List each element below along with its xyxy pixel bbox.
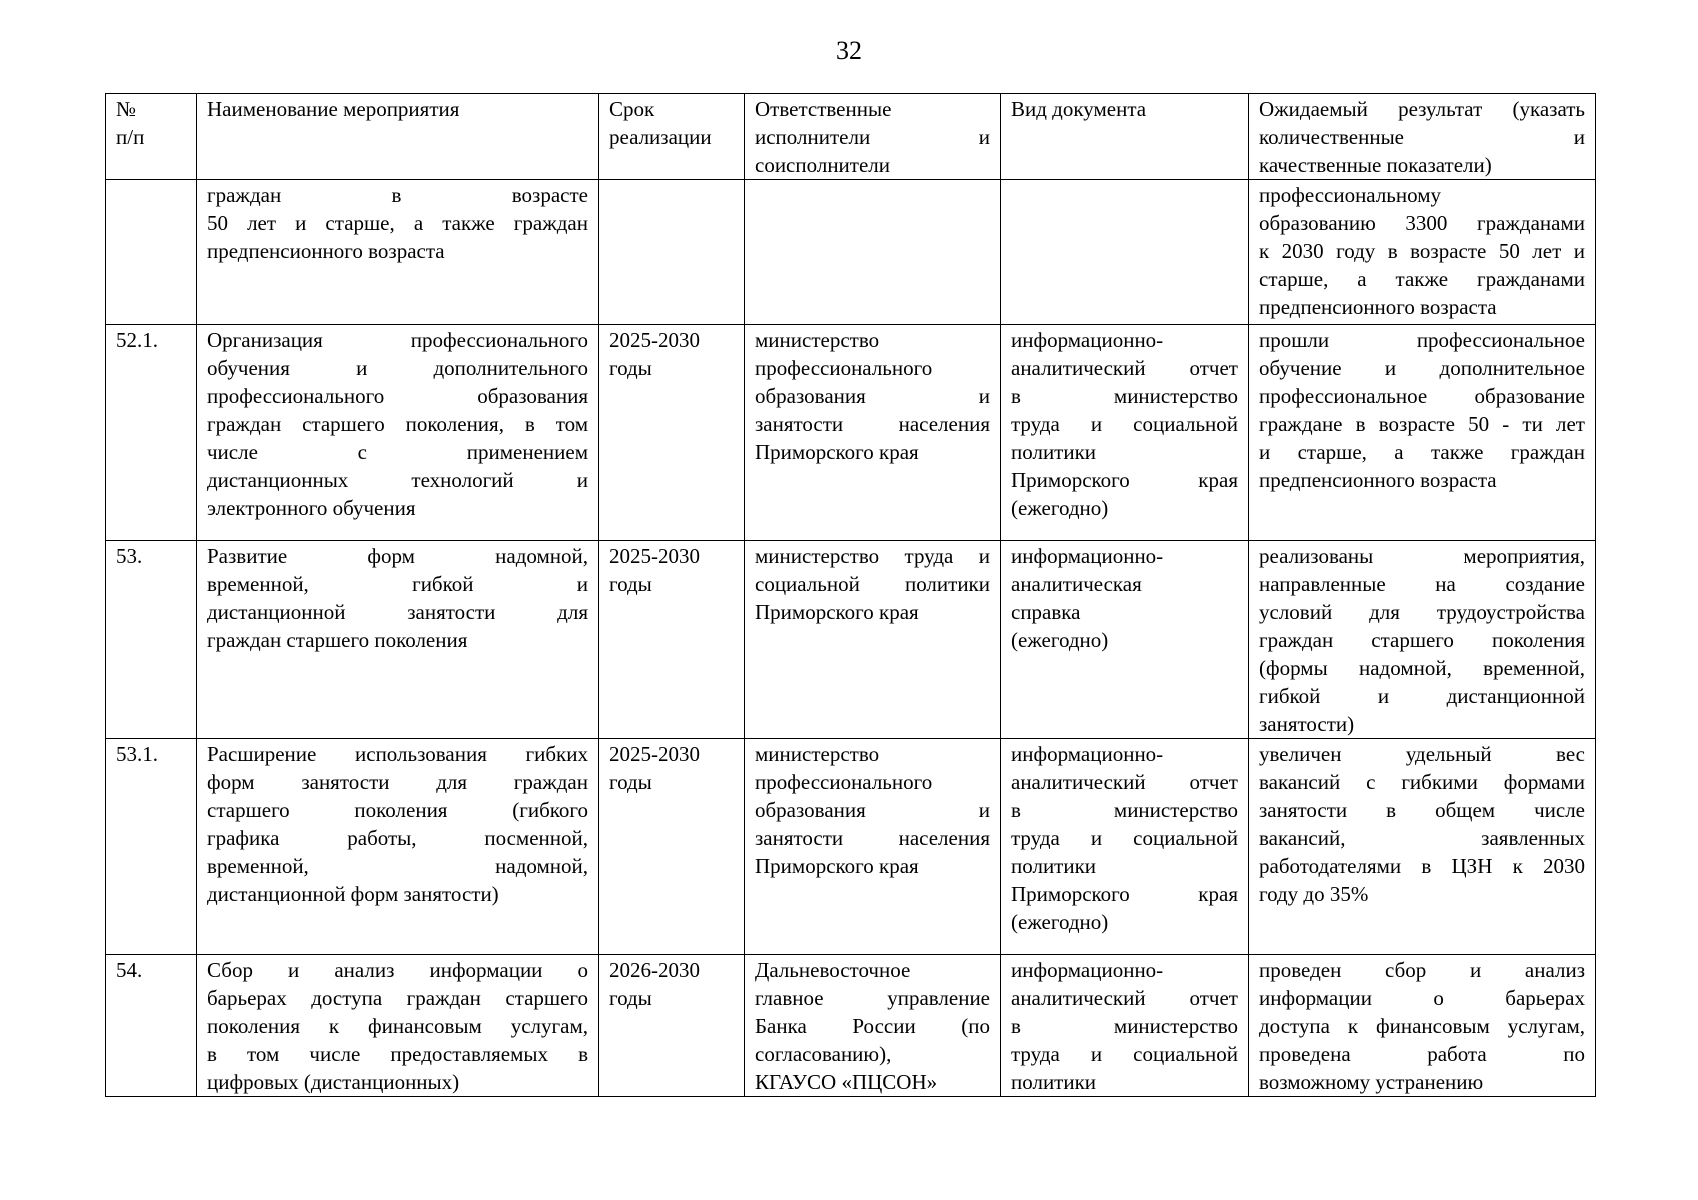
cell-name (197, 955, 599, 1097)
cell-number (106, 325, 197, 541)
cell-line: вакансий с гибкими формами (1259, 770, 1585, 794)
cell-responsible (745, 541, 1001, 739)
cell-line: 50 лет и старше, а также граждан (207, 211, 588, 235)
cell-line: предпенсионного возраста (1259, 295, 1497, 319)
cell-line: условий для трудоустройства (1259, 600, 1585, 624)
cell-line: министерство (755, 742, 880, 766)
cell-line: старшего поколения (гибкого (207, 798, 588, 822)
row-number: 54. (116, 958, 143, 982)
cell-line: Ожидаемый результат (указать (1259, 97, 1585, 121)
cell-line: труда и социальной (1011, 412, 1238, 436)
header-cell-result (1249, 94, 1596, 180)
cell-line: исполнители и (755, 125, 990, 149)
cell-number (106, 955, 197, 1097)
cell-line: № (116, 97, 137, 121)
cell-line: году до 35% (1259, 882, 1369, 906)
cell-line: Дальневосточное (755, 958, 911, 982)
cell-line: в министерство (1011, 384, 1238, 408)
row-number: 53.1. (116, 742, 158, 766)
cell-line: и старше, а также граждан (1259, 440, 1585, 464)
cell-line: профессиональному (1259, 183, 1441, 207)
cell-line: Наименование мероприятия (207, 97, 460, 121)
header-cell-responsible (745, 94, 1001, 180)
cell-line: информационно- (1011, 544, 1164, 568)
cell-line: политики (1011, 854, 1097, 878)
row-number: 53. (116, 544, 143, 568)
cell-line: годы (609, 356, 652, 380)
cell-line: согласованию), (755, 1042, 892, 1066)
cell-term (599, 180, 745, 325)
cell-line: Вид документа (1011, 97, 1147, 121)
cell-name (197, 180, 599, 325)
cell-line: гибкой и дистанционной (1259, 684, 1585, 708)
cell-responsible (745, 180, 1001, 325)
cell-line: (ежегодно) (1011, 496, 1109, 520)
table-row (106, 325, 1596, 541)
table-row (106, 541, 1596, 739)
cell-number (106, 739, 197, 955)
table-body (106, 180, 1596, 1097)
cell-line: 2025-2030 (609, 544, 700, 568)
cell-line: аналитический отчет (1011, 770, 1238, 794)
cell-line: информационно- (1011, 958, 1164, 982)
cell-line: годы (609, 986, 652, 1010)
cell-line: политики (1011, 1070, 1097, 1094)
cell-line: 2026-2030 (609, 958, 700, 982)
cell-line: барьерах доступа граждан старшего (207, 986, 588, 1010)
cell-line: Приморского края (755, 440, 919, 464)
cell-term (599, 325, 745, 541)
cell-line: информационно- (1011, 328, 1164, 352)
row-number: 52.1. (116, 328, 158, 352)
cell-line: граждан в возрасте (207, 183, 588, 207)
cell-line: вакансий, заявленных (1259, 826, 1585, 850)
cell-name (197, 325, 599, 541)
cell-term (599, 541, 745, 739)
cell-line: доступа к финансовым услугам, (1259, 1014, 1585, 1038)
cell-line: информационно- (1011, 742, 1164, 766)
cell-line: обучения и дополнительного (207, 356, 588, 380)
cell-line: занятости в общем числе (1259, 798, 1585, 822)
cell-line: прошли профессиональное (1259, 328, 1585, 352)
cell-line: качественные показатели) (1259, 153, 1492, 177)
cell-responsible (745, 739, 1001, 955)
cell-line: количественные и (1259, 125, 1585, 149)
cell-line: Организация профессионального (207, 328, 588, 352)
cell-line: занятости населения (755, 412, 990, 436)
cell-line: политики (1011, 440, 1097, 464)
cell-result (1249, 739, 1596, 955)
cell-line: работодателями в ЦЗН к 2030 (1259, 854, 1585, 878)
cell-line: Развитие форм надомной, (207, 544, 588, 568)
cell-line: временной, надомной, (207, 854, 588, 878)
cell-line: поколения к финансовым услугам, (207, 1014, 588, 1038)
cell-line: Ответственные (755, 97, 892, 121)
cell-line: предпенсионного возраста (1259, 468, 1497, 492)
cell-line: аналитический отчет (1011, 356, 1238, 380)
cell-line: Приморского края (1011, 468, 1238, 492)
table-row (106, 739, 1596, 955)
cell-result (1249, 325, 1596, 541)
cell-line: (формы надомной, временной, (1259, 656, 1585, 680)
cell-line: старше, а также гражданами (1259, 267, 1585, 291)
cell-number (106, 541, 197, 739)
cell-line: Приморского края (755, 854, 919, 878)
cell-line: обучение и дополнительное (1259, 356, 1585, 380)
plan-table (105, 93, 1596, 1097)
cell-line: цифровых (дистанционных) (207, 1070, 460, 1094)
cell-line: в министерство (1011, 1014, 1238, 1038)
cell-line: дистанционных технологий и (207, 468, 588, 492)
cell-line: информации о барьерах (1259, 986, 1585, 1010)
cell-line: реализации (609, 125, 712, 149)
cell-line: годы (609, 770, 652, 794)
cell-line: профессиональное образование (1259, 384, 1585, 408)
cell-line: справка (1011, 600, 1081, 624)
cell-line: к 2030 году в возрасте 50 лет и (1259, 239, 1585, 263)
cell-line: занятости) (1259, 712, 1355, 736)
cell-line: (ежегодно) (1011, 628, 1109, 652)
cell-line: предпенсионного возраста (207, 239, 445, 263)
cell-line: Банка России (по (755, 1014, 990, 1038)
cell-line: соисполнители (755, 153, 891, 177)
cell-line: министерство труда и (755, 544, 990, 568)
cell-term (599, 739, 745, 955)
header-cell-term (599, 94, 745, 180)
cell-result (1249, 180, 1596, 325)
page-number: 32 (836, 36, 862, 65)
cell-line: социальной политики (755, 572, 990, 596)
cell-line: в том числе предоставляемых в (207, 1042, 588, 1066)
cell-document (1001, 180, 1249, 325)
cell-line: числе с применением (207, 440, 588, 464)
cell-line: графика работы, посменной, (207, 826, 588, 850)
cell-line: проведена работа по (1259, 1042, 1585, 1066)
cell-name (197, 739, 599, 955)
cell-line: аналитический отчет (1011, 986, 1238, 1010)
cell-responsible (745, 955, 1001, 1097)
cell-result (1249, 955, 1596, 1097)
cell-line: труда и социальной (1011, 1042, 1238, 1066)
cell-document (1001, 739, 1249, 955)
cell-line: форм занятости для граждан (207, 770, 588, 794)
cell-responsible (745, 325, 1001, 541)
cell-number (106, 180, 197, 325)
cell-line: занятости населения (755, 826, 990, 850)
table-row (106, 180, 1596, 325)
cell-line: профессионального (755, 356, 933, 380)
cell-line: граждан старшего поколения (207, 628, 468, 652)
cell-line: главное управление (755, 986, 990, 1010)
header-cell-number (106, 94, 197, 180)
cell-line: Расширение использования гибких (207, 742, 588, 766)
cell-line: граждане в возрасте 50 - ти лет (1259, 412, 1585, 436)
cell-line: образованию 3300 гражданами (1259, 211, 1585, 235)
cell-line: реализованы мероприятия, (1259, 544, 1585, 568)
cell-term (599, 955, 745, 1097)
cell-document (1001, 541, 1249, 739)
cell-line: КГАУСО «ПЦСОН» (755, 1070, 938, 1094)
cell-line: направленные на создание (1259, 572, 1585, 596)
cell-line: п/п (116, 125, 145, 149)
cell-line: министерство (755, 328, 880, 352)
table-row (106, 955, 1596, 1097)
cell-line: профессионального образования (207, 384, 588, 408)
cell-line: дистанционной занятости для (207, 600, 588, 624)
cell-line: 2025-2030 (609, 328, 700, 352)
header-cell-name (197, 94, 599, 180)
header-cell-document (1001, 94, 1249, 180)
cell-line: граждан старшего поколения (1259, 628, 1585, 652)
cell-line: Приморского края (1011, 882, 1238, 906)
cell-line: аналитическая (1011, 572, 1142, 596)
cell-line: Срок (609, 97, 655, 121)
cell-line: граждан старшего поколения, в том (207, 412, 588, 436)
cell-line: временной, гибкой и (207, 572, 588, 596)
cell-line: в министерство (1011, 798, 1238, 822)
cell-line: образования и (755, 384, 990, 408)
cell-line: (ежегодно) (1011, 910, 1109, 934)
cell-line: возможному устранению (1259, 1070, 1484, 1094)
table-header-row (106, 94, 1596, 180)
cell-line: 2025-2030 (609, 742, 700, 766)
cell-line: Приморского края (755, 600, 919, 624)
cell-line: дистанционной форм занятости) (207, 882, 499, 906)
cell-document (1001, 325, 1249, 541)
cell-line: проведен сбор и анализ (1259, 958, 1585, 982)
cell-line: увеличен удельный вес (1259, 742, 1585, 766)
cell-line: электронного обучения (207, 496, 416, 520)
cell-name (197, 541, 599, 739)
cell-line: Сбор и анализ информации о (207, 958, 588, 982)
cell-result (1249, 541, 1596, 739)
cell-line: профессионального (755, 770, 933, 794)
cell-line: труда и социальной (1011, 826, 1238, 850)
cell-line: образования и (755, 798, 990, 822)
cell-line: годы (609, 572, 652, 596)
cell-document (1001, 955, 1249, 1097)
